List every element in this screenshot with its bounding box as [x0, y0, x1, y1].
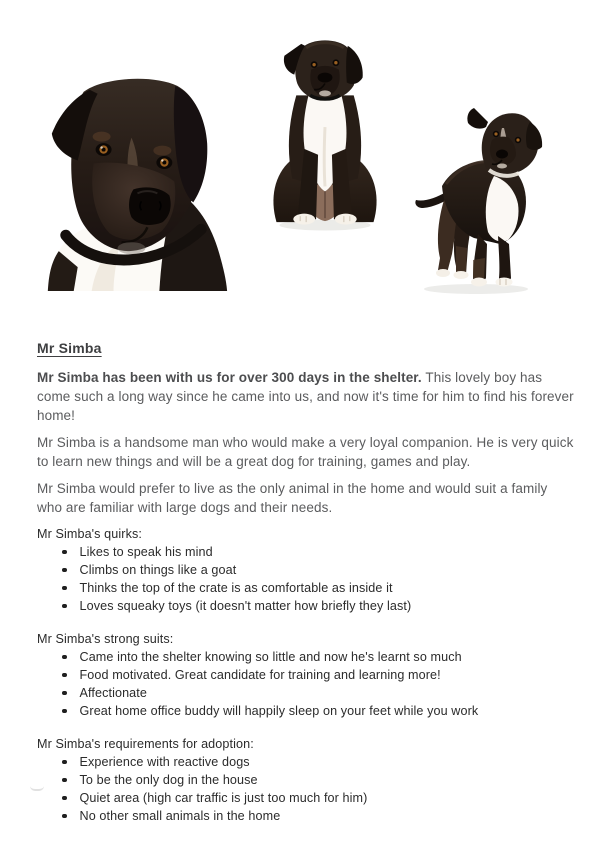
dog-sitting-photo — [263, 32, 387, 232]
list-title-requirements: Mr Simba's requirements for adoption: — [37, 737, 254, 751]
intro-paragraph — [37, 368, 574, 425]
dog-headshot-photo — [31, 42, 228, 291]
page-title: Mr Simba — [37, 340, 102, 356]
document-body — [37, 340, 574, 840]
paragraph-companion: Mr Simba is a handsome man who would make a very loyal companion. He is very quick to learn new things and will be a great dog for training, games and play. — [37, 435, 574, 469]
list-item-text: No other small animals in the home — [79, 809, 281, 823]
dog-standing-photo — [411, 96, 548, 296]
list-item — [37, 789, 574, 807]
list-title-quirks: Mr Simba's quirks: — [37, 527, 142, 541]
bullet-dot — [62, 673, 67, 678]
list-item — [37, 561, 574, 579]
list-item — [37, 684, 574, 702]
bullet-dot — [62, 586, 67, 591]
strong-suits-list — [37, 648, 574, 720]
dog-sitting-illustration — [263, 32, 387, 232]
list-item — [37, 648, 574, 666]
bullet-dot — [62, 709, 67, 714]
list-item — [37, 579, 574, 597]
quirks-section — [37, 525, 574, 615]
list-item-text: Loves squeaky toys (it doesn't matter how briefly they last) — [79, 599, 412, 613]
list-item-text: Experience with reactive dogs — [79, 755, 250, 769]
list-item-text: Likes to speak his mind — [79, 545, 213, 559]
bullet-dot — [62, 568, 67, 573]
list-item-text: Food motivated. Great candidate for training and learning more! — [79, 668, 441, 682]
bullet-dot — [62, 550, 67, 555]
intro-rest-text: This lovely boy has come such a long way since he came into us, and now it's time for him to find his forever home! — [37, 370, 574, 423]
list-item-text: Climbs on things like a goat — [79, 563, 237, 577]
list-item-text: Affectionate — [79, 686, 147, 700]
list-item — [37, 597, 574, 615]
list-item-text: Great home office buddy will happily sleep on your feet while you work — [79, 704, 479, 718]
list-item-text: Quiet area (high car traffic is just too much for him) — [79, 791, 368, 805]
dog-headshot-illustration — [31, 42, 228, 291]
bullet-dot — [62, 691, 67, 696]
requirements-list — [37, 753, 574, 825]
requirements-section — [37, 735, 574, 825]
bullet-dot — [62, 796, 67, 801]
bullet-dot — [62, 760, 67, 765]
list-item-text: Thinks the top of the crate is as comfortable as inside it — [79, 581, 393, 595]
list-item — [37, 666, 574, 684]
list-item — [37, 771, 574, 789]
list-item — [37, 702, 574, 720]
intro-bold-text: Mr Simba has been with us for over 300 days in the shelter. — [37, 370, 422, 385]
list-item — [37, 543, 574, 561]
list-title-strong-suits: Mr Simba's strong suits: — [37, 632, 174, 646]
list-item-text: Came into the shelter knowing so little and now he's learnt so much — [79, 650, 462, 664]
list-item — [37, 753, 574, 771]
paragraph-only-animal: Mr Simba would prefer to live as the only animal in the home and would suit a family who are familiar with large dogs and their needs. — [37, 481, 548, 515]
bullet-dot — [62, 604, 67, 609]
list-item — [37, 807, 574, 825]
dog-standing-illustration — [411, 96, 548, 296]
bullet-dot — [62, 778, 67, 783]
bullet-dot — [62, 814, 67, 819]
bullet-dot — [62, 655, 67, 660]
list-item-text: To be the only dog in the house — [79, 773, 258, 787]
quirks-list — [37, 543, 574, 615]
strong-suits-section — [37, 630, 574, 720]
